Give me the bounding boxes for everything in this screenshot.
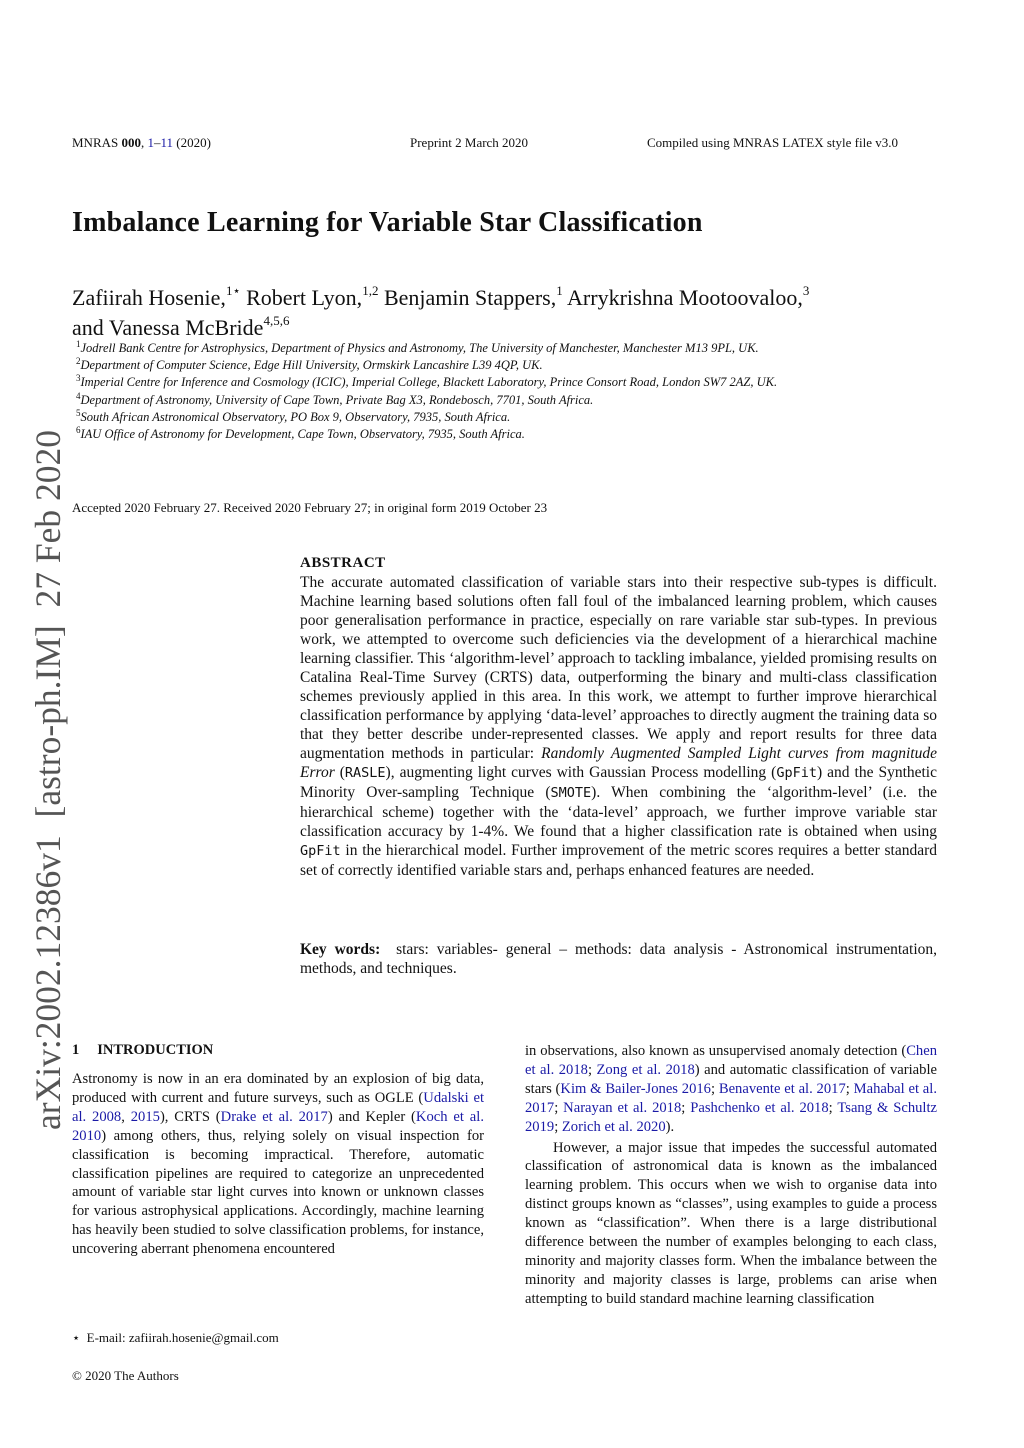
footnote [72, 1330, 279, 1346]
ref-koch[interactable]: Koch et al. 2010 [72, 1108, 484, 1144]
abstract-body: The accurate automated classification of variable stars into their respective sub-types is difficult. Machine learning based solutions often fall foul of the imbalanced learning problem, which causes poor generalisation performance in practice, especially on rare variable star sub-types. In previous work, we attempted to overcome such deficiencies via the development of a hierarchical machine learning classifier. This ‘algorithm-level’ approach to tackling imbalance, yielded promising results on Catalina Real-Time Survey (CRTS) data, outperforming the binary and multi-class classification schemes previously applied in this area. In this work, we attempt to further improve hierarchical classification performance by applying ‘data-level’ approaches to directly augment the training data so that they better describe under-represented classes. We apply and report results for three data augmentation methods in particular: Randomly Augmented Sampled Light curves from magnitude Error (RASLE), augmenting light curves with Gaussian Process modelling (GpFit) and the Synthetic Minority Over-sampling Technique (SMOTE). When combining the ‘algorithm-level’ (i.e. the hierarchical scheme) together with the ‘data-level’ approach, we further improve variable star classification accuracy by 1-4%. We found that a higher classification rate is obtained when using GpFit in the hierarchical model. Further improvement of the metric scores requires a better standard set of correctly identified variable stars and, perhaps enhanced features are needed. [300, 574, 937, 879]
ref-tsang[interactable]: Tsang & Schultz 2019 [525, 1099, 937, 1135]
keywords: Key words: stars: variables- general – methods: data analysis - Astronomical instrumentation, methods, and techniques. [300, 941, 937, 977]
footnote-email[interactable]: E-mail: zafiirah.hosenie@gmail.com [86, 1330, 279, 1345]
affiliation: $^5$South African Astronomical Observatory, PO Box 9, Observatory, 7935, South Africa. [76, 407, 511, 424]
author-list: Zafiirah Hosenie,$^{1⋆}$ Robert Lyon,$^{1,2}$ Benjamin Stappers,$^1$ Arrykrishna Mootoovaloo,$^3$ and Vanessa McBride$^{4,5,6}$ [72, 283, 810, 340]
intro-right-column: in observations, also known as unsupervised anomaly detection (Chen et al. 2018; Zong et al. 2018) and automatic classification of variable stars (Kim & Bailer-Jones 2016; Benavente et al. 2017; Mahabal et al. 2017; Narayan et al. 2018; Pashchenko et al. 2018; Tsang & Schultz 2019; Zorich et al. 2020). However, a major issue that impedes the successful automated classification of astronomical data is known as the imbalanced learning problem. This occurs when we wish to organise data into distinct groups known as “classes”, using examples to guide a process known as “classification”. When there is a large distributional difference between the number of examples belonging to each class, minority and majority classes form. When the imbalance between the minority and majority classes is large, problems can arise when attempting to build standard machine learning classification [525, 1043, 937, 1307]
intro-paragraph-2: However, a major issue that impedes the successful automated classification of astronomical data is known as the imbalanced learning problem. This occurs when we wish to organise data into distinct groups known as “classes”, using examples to guide a process known as “classification”. When there is a large distributional difference between the number of examples belonging to each class, minority and majority classes form. When the imbalance between the minority and majority classes is large, problems can arise when attempting to build standard machine learning classification [525, 1139, 937, 1307]
ref-benavente[interactable]: Benavente et al. 2017 [718, 1080, 846, 1097]
arxiv-sidebar [20, 420, 70, 1140]
author-1: Zafiirah Hosenie, [72, 285, 226, 310]
author-2: Robert Lyon, [246, 285, 363, 310]
ref-chen[interactable]: Chen et al. 2018 [525, 1043, 937, 1078]
ref-pashchenko[interactable]: Pashchenko et al. 2018 [690, 1099, 829, 1116]
page-start-link[interactable]: 1 [147, 135, 154, 150]
paper-title: Imbalance Learning for Variable Star Classification [72, 207, 703, 238]
author-4: Arrykrishna Mootoovaloo, [567, 285, 803, 310]
submission-dates: Accepted 2020 February 27. Received 2020 February 27; in original form 2019 October 23 [72, 500, 548, 515]
ref-udalski[interactable]: Udalski et al. 2008 [72, 1089, 484, 1125]
keywords-label: Key words: [300, 941, 381, 958]
affiliation: $^4$Department of Astronomy, University of Cape Town, Private Bag X3, Rondebosch, 7701, South Africa. [76, 390, 594, 407]
ref-kim[interactable]: Kim & Bailer-Jones 2016 [560, 1080, 711, 1097]
intro-left-column: Astronomy is now in an era dominated by an explosion of big data, produced with current and future surveys, such as OGLE (Udalski et al. 2008, 2015), CRTS (Drake et al. 2017) and Kepler (Koch et al. 2010) among others, thus, relying solely on visual inspection for classification is becoming impractical. Therefore, automatic classification pipelines are required to categorize an unprecedented amount of variable star light curves into known or unknown classes for various astrophysical applications. Accordingly, machine learning has heavily been studied to solve classification problems, for instance, uncovering aberrant phenomena encountered [72, 1071, 484, 1258]
affiliation: $^3$Imperial Centre for Inference and Cosmology (ICIC), Imperial College, Blackett Laboratory, Prince Consort Road, London SW7 2AZ, UK. [76, 373, 778, 390]
affiliation: $^1$Jodrell Bank Centre for Astrophysics, Department of Physics and Astronomy, The University of Manchester, Manchester M13 9PL, UK. [76, 339, 759, 355]
author-5: and Vanessa McBride [72, 315, 264, 340]
ref-zorich[interactable]: Zorich et al. 2020 [561, 1118, 666, 1135]
affiliation: $^6$IAU Office of Astronomy for Development, Cape Town, Observatory, 7935, South Africa. [76, 425, 525, 442]
ref-zong[interactable]: Zong et al. 2018 [596, 1061, 695, 1078]
journal-ref: MNRAS 000, 1–11 (2020) [72, 135, 211, 150]
arxiv-id[interactable]: arXiv:2002.12386v1 [astro-ph.IM] 27 Feb 2020 [28, 420, 68, 1130]
copyright: © 2020 The Authors [72, 1368, 179, 1383]
author-3: Benjamin Stappers, [383, 285, 557, 310]
compiled-note: Compiled using MNRAS LATEX style file v3.0 [647, 135, 898, 150]
ref-drake[interactable]: Drake et al. 2017 [220, 1108, 328, 1125]
page-end-link[interactable]: 11 [160, 135, 174, 150]
footnote-mark: ⋆ [72, 1330, 81, 1345]
ref-mahabal[interactable]: Mahabal et al. 2017 [525, 1080, 937, 1116]
ref-narayan[interactable]: Narayan et al. 2018 [563, 1099, 682, 1116]
preprint-date: Preprint 2 March 2020 [410, 135, 529, 150]
abstract-heading: ABSTRACT [300, 555, 386, 571]
ref-udalski-2015[interactable]: 2015 [130, 1108, 160, 1125]
affiliations [76, 340, 996, 443]
section-heading: 1 INTRODUCTION [72, 1042, 214, 1058]
affiliation: $^2$Department of Computer Science, Edge Hill University, Ormskirk Lancashire L39 4QP, UK. [76, 356, 543, 373]
